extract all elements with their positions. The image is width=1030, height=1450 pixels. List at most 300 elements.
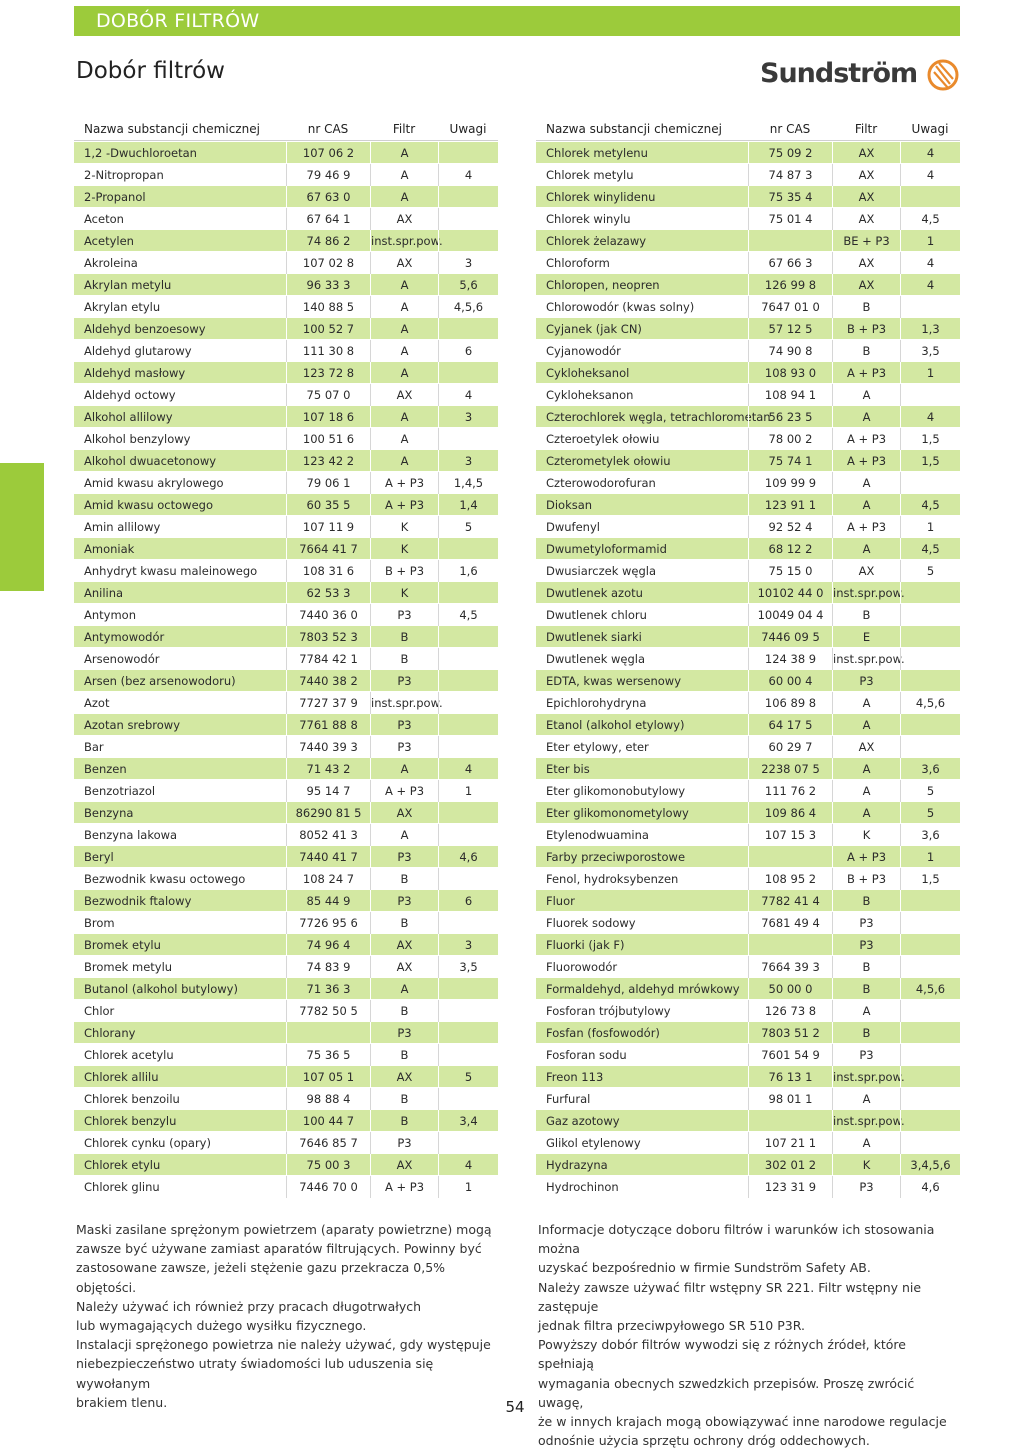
table-row (74, 208, 498, 230)
table-row (74, 274, 498, 296)
substance-name-cell: Cykloheksanol (546, 366, 630, 380)
substance-name-cell: Akrylan metylu (84, 278, 172, 292)
filter-cell: K (832, 824, 900, 846)
substance-name-cell: Fenol, hydroksybenzen (546, 872, 679, 886)
column-header-filter: Filtr (854, 122, 878, 136)
cas-number-cell: 71 36 3 (286, 978, 370, 1000)
filter-cell: A (370, 362, 438, 384)
substance-name-cell: Czterometylek ołowiu (546, 454, 671, 468)
notes-cell: 4 (900, 406, 960, 428)
substance-name-cell: Chlorek benzoilu (84, 1092, 180, 1106)
cas-number-cell: 74 96 4 (286, 934, 370, 956)
notes-cell: 4,6 (900, 1176, 960, 1198)
notes-cell (438, 362, 498, 384)
filter-cell: P3 (832, 934, 900, 956)
filter-cell: AX (370, 1154, 438, 1176)
substance-name-cell: Antymowodór (84, 630, 165, 644)
notes-cell: 4 (438, 758, 498, 780)
cas-number-cell: 76 13 1 (748, 1066, 832, 1088)
table-row (536, 406, 960, 428)
notes-cell (438, 626, 498, 648)
filter-cell: B (370, 1000, 438, 1022)
table-row (536, 252, 960, 274)
table-row (536, 758, 960, 780)
cas-number-cell: 107 15 3 (748, 824, 832, 846)
notes-cell (900, 186, 960, 208)
table-row (74, 142, 498, 164)
notes-cell: 4 (900, 274, 960, 296)
filter-cell: A (832, 1000, 900, 1022)
cas-number-cell: 7803 51 2 (748, 1022, 832, 1044)
substance-name-cell: Benzyna (84, 806, 134, 820)
filter-cell: K (370, 538, 438, 560)
filter-cell: P3 (832, 1176, 900, 1198)
substance-name-cell: Czterowodorofuran (546, 476, 656, 490)
logo-emblem-icon (928, 58, 958, 92)
table-row (74, 758, 498, 780)
cas-number-cell: 74 83 9 (286, 956, 370, 978)
page-title: Dobór filtrów (76, 58, 225, 84)
notes-cell: 5,6 (438, 274, 498, 296)
cas-number-cell: 79 46 9 (286, 164, 370, 186)
filter-cell: P3 (832, 670, 900, 692)
column-header-name: Nazwa substancji chemicznej (84, 122, 260, 136)
logo-text: Sundström (760, 58, 918, 89)
table-row (74, 1000, 498, 1022)
filter-cell: A (832, 406, 900, 428)
cas-number-cell: 96 33 3 (286, 274, 370, 296)
filter-cell: A (370, 186, 438, 208)
cas-number-cell: 108 24 7 (286, 868, 370, 890)
table-row (536, 428, 960, 450)
cas-number-cell: 75 74 1 (748, 450, 832, 472)
filter-cell: B (370, 648, 438, 670)
notes-cell: 1 (900, 362, 960, 384)
table-row (74, 560, 498, 582)
cas-number-cell: 75 00 3 (286, 1154, 370, 1176)
substance-name-cell: Alkohol dwuacetonowy (84, 454, 217, 468)
substance-name-cell: Bezwodnik kwasu octowego (84, 872, 246, 886)
table-row (536, 1176, 960, 1198)
substance-name-cell: Chlorek acetylu (84, 1048, 174, 1062)
table-row (536, 340, 960, 362)
substance-name-cell: Bromek etylu (84, 938, 161, 952)
filter-cell: B (832, 340, 900, 362)
table-row (74, 318, 498, 340)
substance-name-cell: Dwufenyl (546, 520, 600, 534)
filter-cell: A (370, 450, 438, 472)
substance-name-cell: Alkohol allilowy (84, 410, 173, 424)
substance-name-cell: Fluorki (jak F) (546, 938, 625, 952)
substance-name-cell: Dwumetyloformamid (546, 542, 667, 556)
cas-number-cell: 67 63 0 (286, 186, 370, 208)
notes-cell: 4,5 (900, 538, 960, 560)
table-row (74, 956, 498, 978)
substance-name-cell: Freon 113 (546, 1070, 604, 1084)
cas-number-cell: 60 00 4 (748, 670, 832, 692)
substance-name-cell: Amid kwasu akrylowego (84, 476, 224, 490)
filter-cell: A (832, 802, 900, 824)
notes-cell (438, 142, 498, 164)
substance-name-cell: 2-Nitropropan (84, 168, 164, 182)
substance-name-cell: Gaz azotowy (546, 1114, 620, 1128)
filter-cell: A + P3 (832, 428, 900, 450)
table-row (536, 274, 960, 296)
filter-cell: A (370, 824, 438, 846)
footer-line: zastosowane zawsze, jeżeli stężenie gazu przekracza 0,5% objętości. (76, 1260, 446, 1295)
notes-cell (438, 1000, 498, 1022)
table-row (74, 384, 498, 406)
notes-cell: 3,6 (900, 824, 960, 846)
notes-cell: 3 (438, 252, 498, 274)
notes-cell: 3 (438, 406, 498, 428)
table-row (536, 890, 960, 912)
cas-number-cell: 7446 70 0 (286, 1176, 370, 1198)
filter-cell: A (370, 340, 438, 362)
filter-cell: AX (832, 274, 900, 296)
filter-cell: A + P3 (370, 494, 438, 516)
cas-number-cell (748, 846, 832, 868)
table-header (74, 119, 498, 141)
table-row (74, 1088, 498, 1110)
notes-cell: 1,5 (900, 450, 960, 472)
notes-cell: 5 (900, 560, 960, 582)
substance-name-cell: Brom (84, 916, 115, 930)
footer-line: lub wymagających dużego wysiłku fizycznego. (76, 1318, 367, 1334)
filter-cell: inst.spr.pow. (832, 1066, 900, 1088)
cas-number-cell: 74 90 8 (748, 340, 832, 362)
filter-cell: AX (370, 1066, 438, 1088)
substance-name-cell: Alkohol benzylowy (84, 432, 191, 446)
table-row (536, 450, 960, 472)
filter-cell: A (370, 406, 438, 428)
notes-cell (438, 428, 498, 450)
cas-number-cell: 107 11 9 (286, 516, 370, 538)
cas-number-cell: 100 51 6 (286, 428, 370, 450)
cas-number-cell: 7601 54 9 (748, 1044, 832, 1066)
filter-cell: A (370, 142, 438, 164)
table-row (536, 956, 960, 978)
cas-number-cell: 78 00 2 (748, 428, 832, 450)
notes-cell (900, 890, 960, 912)
substance-name-cell: Furfural (546, 1092, 591, 1106)
substance-name-cell: 2-Propanol (84, 190, 146, 204)
filter-cell: A (832, 692, 900, 714)
cas-number-cell: 124 38 9 (748, 648, 832, 670)
table-row (536, 1132, 960, 1154)
cas-number-cell: 100 52 7 (286, 318, 370, 340)
table-row (536, 780, 960, 802)
filter-cell: A (370, 978, 438, 1000)
cas-number-cell: 92 52 4 (748, 516, 832, 538)
cas-number-cell: 123 91 1 (748, 494, 832, 516)
notes-cell (900, 714, 960, 736)
table-row (74, 164, 498, 186)
footer-line: Należy zawsze używać filtr wstępny SR 221. Filtr wstępny nie zastępuje (538, 1279, 922, 1314)
substance-name-cell: Chlorek etylu (84, 1158, 161, 1172)
substance-name-cell: Dwutlenek siarki (546, 630, 642, 644)
cas-number-cell: 7782 41 4 (748, 890, 832, 912)
cas-number-cell: 71 43 2 (286, 758, 370, 780)
substance-name-cell: Benzen (84, 762, 127, 776)
filter-cell: AX (832, 252, 900, 274)
table-row (74, 1110, 498, 1132)
cas-number-cell: 10049 04 4 (748, 604, 832, 626)
notes-cell (438, 802, 498, 824)
table-row (74, 824, 498, 846)
section-banner (74, 6, 960, 36)
column-header-name: Nazwa substancji chemicznej (546, 122, 722, 136)
notes-cell: 1 (900, 846, 960, 868)
filter-cell: A (370, 164, 438, 186)
cas-number-cell: 75 15 0 (748, 560, 832, 582)
cas-number-cell: 107 02 8 (286, 252, 370, 274)
table-row (536, 1022, 960, 1044)
substance-name-cell: Bezwodnik ftalowy (84, 894, 192, 908)
table-row (74, 670, 498, 692)
cas-number-cell: 7446 09 5 (748, 626, 832, 648)
notes-cell: 5 (438, 1066, 498, 1088)
filter-cell: A (370, 296, 438, 318)
footer-line: odnośnie użycia sprzętu ochrony dróg oddechowych. (538, 1433, 870, 1449)
cas-number-cell: 107 05 1 (286, 1066, 370, 1088)
notes-cell (438, 670, 498, 692)
cas-number-cell: 108 94 1 (748, 384, 832, 406)
table-row (536, 472, 960, 494)
filter-cell: P3 (370, 1022, 438, 1044)
filter-cell: A (832, 384, 900, 406)
substance-name-cell: Hydrochinon (546, 1180, 619, 1194)
filter-cell: P3 (370, 604, 438, 626)
table-row (536, 604, 960, 626)
notes-cell: 4 (900, 164, 960, 186)
cas-number-cell: 108 31 6 (286, 560, 370, 582)
brand-logo (760, 58, 958, 98)
table-row (536, 934, 960, 956)
column-header-cas: nr CAS (769, 122, 811, 136)
table-row (536, 714, 960, 736)
filter-cell: inst.spr.pow. (370, 692, 438, 714)
cas-number-cell: 7782 50 5 (286, 1000, 370, 1022)
filter-cell: B (370, 868, 438, 890)
filter-cell: E (832, 626, 900, 648)
notes-cell (438, 208, 498, 230)
filter-cell: B (832, 956, 900, 978)
table-row (74, 692, 498, 714)
notes-cell: 5 (900, 802, 960, 824)
notes-cell: 1 (438, 1176, 498, 1198)
filter-cell: K (832, 1154, 900, 1176)
cas-number-cell: 107 06 2 (286, 142, 370, 164)
notes-cell (900, 1022, 960, 1044)
substance-name-cell: Glikol etylenowy (546, 1136, 641, 1150)
substance-name-cell: Fluorowodór (546, 960, 618, 974)
column-header-filter: Filtr (392, 122, 416, 136)
filter-cell: A (370, 274, 438, 296)
table-row (74, 582, 498, 604)
cas-number-cell: 10102 44 0 (748, 582, 832, 604)
filter-cell: AX (832, 736, 900, 758)
table-row (74, 1066, 498, 1088)
side-tab-marker (0, 463, 44, 591)
table-row (74, 780, 498, 802)
notes-cell (438, 868, 498, 890)
table-row (74, 604, 498, 626)
table-row (74, 494, 498, 516)
table-row (536, 736, 960, 758)
substance-name-cell: Aldehyd masłowy (84, 366, 186, 380)
notes-cell: 4 (900, 252, 960, 274)
substance-name-cell: Dioksan (546, 498, 593, 512)
substance-name-cell: Arsen (bez arsenowodoru) (84, 674, 236, 688)
filter-cell: P3 (370, 736, 438, 758)
filter-cell: A (832, 780, 900, 802)
filter-cell: AX (370, 934, 438, 956)
substance-name-cell: Benzotriazol (84, 784, 156, 798)
notes-cell (438, 230, 498, 252)
cas-number-cell: 108 93 0 (748, 362, 832, 384)
notes-cell: 1,5 (900, 428, 960, 450)
table-row (74, 978, 498, 1000)
table-row (536, 296, 960, 318)
notes-cell (900, 736, 960, 758)
table-row (74, 1154, 498, 1176)
cas-number-cell: 79 06 1 (286, 472, 370, 494)
column-header-cas: nr CAS (307, 122, 349, 136)
substance-name-cell: Bar (84, 740, 104, 754)
filter-cell: B (370, 912, 438, 934)
filter-table-left (74, 119, 498, 1198)
substance-name-cell: Chlorek cynku (opary) (84, 1136, 211, 1150)
substance-name-cell: Etylenodwuamina (546, 828, 649, 842)
substance-name-cell: Chlorowodór (kwas solny) (546, 300, 695, 314)
cas-number-cell: 85 44 9 (286, 890, 370, 912)
cas-number-cell: 7440 41 7 (286, 846, 370, 868)
table-row (536, 230, 960, 252)
cas-number-cell: 8052 41 3 (286, 824, 370, 846)
substance-name-cell: Etanol (alkohol etylowy) (546, 718, 685, 732)
footer-line: Należy używać ich również przy pracach długotrwałych (76, 1298, 422, 1314)
substance-name-cell: Fosfan (fosfowodór) (546, 1026, 660, 1040)
notes-cell: 4 (438, 164, 498, 186)
notes-cell (900, 384, 960, 406)
table-row (536, 494, 960, 516)
notes-cell (438, 978, 498, 1000)
cas-number-cell: 123 31 9 (748, 1176, 832, 1198)
notes-cell (900, 934, 960, 956)
filter-cell: A (370, 758, 438, 780)
notes-cell (438, 186, 498, 208)
table-row (536, 582, 960, 604)
table-row (536, 384, 960, 406)
substance-name-cell: Bromek metylu (84, 960, 173, 974)
cas-number-cell: 75 36 5 (286, 1044, 370, 1066)
cas-number-cell: 100 44 7 (286, 1110, 370, 1132)
filter-cell: AX (370, 252, 438, 274)
table-row (74, 648, 498, 670)
filter-cell: B (832, 978, 900, 1000)
substance-name-cell: Farby przeciwporostowe (546, 850, 686, 864)
cas-number-cell: 75 35 4 (748, 186, 832, 208)
table-row (536, 978, 960, 1000)
banner-title: DOBÓR FILTRÓW (96, 10, 260, 32)
substance-name-cell: Eter glikomonobutylowy (546, 784, 686, 798)
cas-number-cell: 7784 42 1 (286, 648, 370, 670)
column-header-notes: Uwagi (449, 122, 487, 136)
filter-cell: A + P3 (832, 362, 900, 384)
table-row (74, 538, 498, 560)
cas-number-cell: 57 12 5 (748, 318, 832, 340)
substance-name-cell: Amid kwasu octowego (84, 498, 213, 512)
substance-name-cell: Azot (84, 696, 110, 710)
table-row (74, 1044, 498, 1066)
cas-number-cell: 302 01 2 (748, 1154, 832, 1176)
footer-line: wymagania obecnych szwedzkich przepisów. Proszę zwrócić uwagę, (538, 1375, 915, 1410)
substance-name-cell: Fosforan sodu (546, 1048, 627, 1062)
filter-cell: AX (832, 164, 900, 186)
notes-cell: 5 (900, 780, 960, 802)
notes-cell (438, 714, 498, 736)
substance-name-cell: Fluorek sodowy (546, 916, 636, 930)
table-row (74, 846, 498, 868)
footer-line: jednak filtra przeciwpyłowego SR 510 P3R. (538, 1318, 805, 1334)
cas-number-cell: 7440 38 2 (286, 670, 370, 692)
filter-cell: A (832, 538, 900, 560)
page-number: 54 (505, 1398, 525, 1416)
footer-line: Powyższy dobór filtrów wywodzi się z różnych źródeł, które spełniają (538, 1337, 906, 1372)
notes-cell (900, 472, 960, 494)
substance-name-cell: Benzyna lakowa (84, 828, 178, 842)
notes-cell: 4 (438, 384, 498, 406)
filter-cell: B (832, 296, 900, 318)
substance-name-cell: Hydrazyna (546, 1158, 608, 1172)
filter-cell: AX (832, 186, 900, 208)
filter-cell: P3 (370, 1132, 438, 1154)
cas-number-cell: 7761 88 8 (286, 714, 370, 736)
cas-number-cell: 7646 85 7 (286, 1132, 370, 1154)
cas-number-cell: 67 64 1 (286, 208, 370, 230)
notes-cell: 4,5,6 (438, 296, 498, 318)
table-row (74, 296, 498, 318)
substance-name-cell: Chlorek winylidenu (546, 190, 656, 204)
table-row (536, 670, 960, 692)
cas-number-cell (748, 1110, 832, 1132)
substance-name-cell: Fluor (546, 894, 575, 908)
filter-table-right (536, 119, 960, 1198)
cas-number-cell: 109 86 4 (748, 802, 832, 824)
cas-number-cell: 86290 81 5 (286, 802, 370, 824)
filter-cell: A (832, 758, 900, 780)
footer-line: brakiem tlenu. (76, 1394, 168, 1410)
table-row (74, 252, 498, 274)
substance-name-cell: Chlorek metylenu (546, 146, 648, 160)
notes-cell: 1,6 (438, 560, 498, 582)
footer-line: zawsze być używane zamiast aparatów filtrujących. Powinny być (76, 1241, 482, 1257)
notes-cell: 4 (900, 142, 960, 164)
table-row (536, 1044, 960, 1066)
substance-name-cell: Azotan srebrowy (84, 718, 181, 732)
footer-line: Instalacji sprężonego powietrza nie należy używać, gdy występuje (76, 1337, 491, 1353)
table-row (536, 208, 960, 230)
footer-line: uzyskać bezpośrednio w firmie Sundström Safety AB. (538, 1260, 871, 1276)
footer-note-left (76, 1220, 496, 1412)
table-row (536, 186, 960, 208)
table-row (536, 362, 960, 384)
cas-number-cell: 126 73 8 (748, 1000, 832, 1022)
notes-cell (438, 582, 498, 604)
substance-name-cell: Chlorek glinu (84, 1180, 160, 1194)
filter-cell: A + P3 (370, 1176, 438, 1198)
